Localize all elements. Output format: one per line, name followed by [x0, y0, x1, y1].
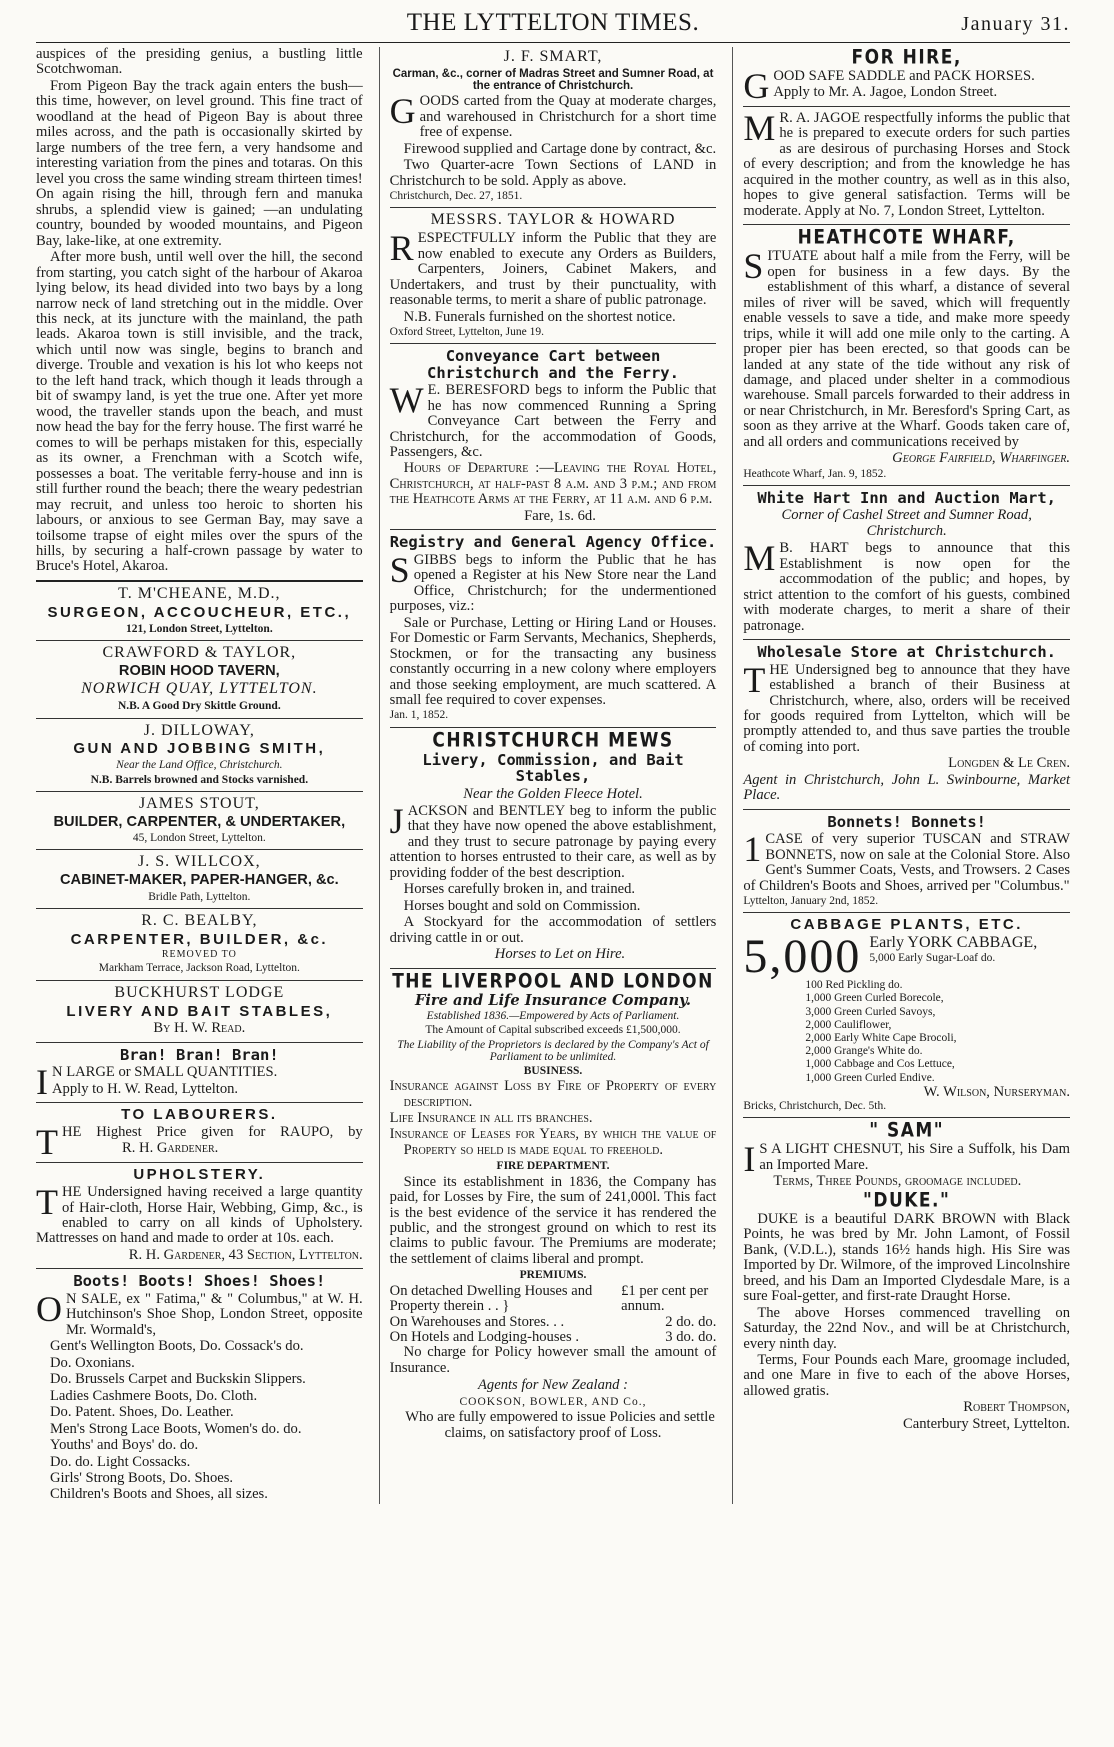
newspaper-title: THE LYTTELTON TIMES. — [406, 9, 700, 36]
column-2 — [379, 47, 717, 1504]
ad-apply: Apply to Mr. A. Jagoe, London Street. — [773, 84, 998, 101]
card-address: Bridle Path, Lyttelton. — [148, 890, 251, 903]
ad-heading: THE LIVERPOOL AND LONDON — [392, 970, 714, 994]
story-paragraph: From Pigeon Bay the track again enters the bush—this time, however, on level ground. This fine tract of woodland at the head of Pigeon Bay is about three miles across, and the path is occasionally skirted by large numbers of the tree fern, a very handsome and interesting variation from the pines and totaras. On this level you cross the same winding stream thirteen times! On again rising the hill, through fern and manuka shrubs, a splendid view is gained; —an undulating country, bounded by wooded mountains, and Pigeon Bay, lake-like, at one extremity. — [36, 77, 363, 249]
ad-heading: Registry and General Agency Office. — [389, 533, 717, 552]
card-name: T. M'CHEANE, M.D., — [118, 584, 281, 602]
premium-label: On Warehouses and Stores. . . — [389, 1313, 565, 1330]
ad-body: S A LIGHT CHESNUT, his Sire a Suffolk, his Dam an Imported Mare. — [759, 1141, 1071, 1173]
ad-white-hart — [743, 490, 1070, 634]
ad-date: Jan. 1, 1852. — [389, 709, 449, 722]
section-heading: PREMIUMS. — [519, 1269, 587, 1282]
ad-body: CASE of very superior TUSCAN and STRAW BONNETS, now on sale at the Colonial Store. Also Gent's Summer Coats, Vests, and Trowsers. 2 Cases of Children's Boots and Shoes, arrived per "Columbus." — [743, 831, 1071, 894]
ad-agents: Agents for New Zealand : — [478, 1377, 628, 1394]
ad-duke — [743, 1189, 1071, 1433]
card-name: CRAWFORD & TAYLOR, — [102, 643, 297, 661]
ad-sub: Fire and Life Insurance Company. — [415, 991, 691, 1009]
ad-para: Two Quarter-acre Town Sections of LAND in Christchurch to be sold. Apply as above. — [389, 157, 717, 189]
ad-heading: FOR HIRE, — [851, 46, 962, 70]
ad-for-hire — [743, 46, 1070, 107]
section-heading: FIRE DEPARTMENT. — [496, 1160, 610, 1173]
business-item: Insurance of Leases for Years, by which the value of Property so held is made equal to freehold. — [389, 1126, 717, 1158]
ad-terms: Terms, Three Pounds, groomage included. — [773, 1173, 1022, 1190]
ad-body: ESPECTFULLY inform the Public that they are now enabled to execute any Orders as Builders, Carpenters, Joiners, Cabinet Makers, and Undertakers, and trust by their punctuality, with reasonable terms, to merit a share of public patronage. — [389, 230, 717, 309]
ad-heading: MESSRS. TAYLOR & HOWARD — [430, 211, 676, 229]
list-item: Do. Oxonians. — [50, 1354, 135, 1371]
card-trade: SURGEON, ACCOUCHEUR, ETC., — [47, 603, 352, 621]
ad-date: Lyttelton, January 2nd, 1852. — [743, 895, 879, 908]
list-item: 1,000 Cabbage and Cos Lettuce, — [805, 1058, 955, 1071]
card-sub: REMOVED TO — [161, 948, 237, 960]
ad-sam — [743, 1119, 1071, 1190]
ad-body: N LARGE or SMALL QUANTITIES. — [52, 1064, 278, 1081]
list-item: 100 Red Pickling do. — [805, 979, 903, 992]
drop-cap: I — [743, 1139, 756, 1180]
ad-body: R. A. JAGOE respectfully informs the public that he is prepared to execute orders for such parties as are desirous of purchasing Horses and Stock of every description; and from the knowledge he has acquired in the mother country, as well as in this also, hopes to give general satisfaction. Terms will be moderate. Apply at No. 7, London Street, Lyttelton. — [743, 109, 1071, 219]
ad-heading: " SAM" — [869, 1119, 945, 1143]
premium-row — [390, 1315, 717, 1330]
ad-body: HE Undersigned having received a large quantity of Hair-cloth, Horse Hair, Webbing, Gimp, &c., is enabled to carry on all kinds of Upholstery. Mattresses on hand and made to order at 10s. each. — [36, 1184, 363, 1247]
ad-heading: "DUKE." — [862, 1189, 951, 1213]
ad-bonnets — [743, 814, 1070, 907]
card-stout — [36, 796, 363, 845]
premium-rate: 2 do. do. — [665, 1313, 717, 1330]
card-address: 45, London Street, Lyttelton. — [132, 832, 266, 845]
story-paragraph: auspices of the presiding genius, a bustling little Scotchwoman. — [36, 46, 363, 78]
card-name: R. C. BEALBY, — [141, 911, 258, 929]
ad-sign: Robert Thompson, — [963, 1399, 1071, 1416]
drop-cap: G — [389, 91, 416, 132]
card-name: BUCKHURST LODGE — [114, 983, 285, 1001]
card-name: J. S. WILLCOX, — [138, 853, 261, 871]
ad-big-number: 5,000 — [743, 935, 862, 980]
business-item: Life Insurance in all its branches. — [389, 1110, 593, 1127]
drop-cap: S — [389, 549, 410, 590]
ad-date: Heathcote Wharf, Jan. 9, 1852. — [743, 467, 887, 480]
ad-capital: The Amount of Capital subscribed exceeds £1,500,000. — [425, 1024, 681, 1037]
list-item: Men's Strong Lace Boots, Women's do. do. — [50, 1420, 302, 1437]
ad-body: ACKSON and BENTLEY beg to inform the public that they have now opened the above establishment, and they trust to secure patronage by paying every attention to horses entrusted to their care, as well as by providing fodder of the best description. — [389, 802, 717, 881]
ad-heading: UPHOLSTERY. — [133, 1166, 266, 1184]
drop-cap: R — [389, 228, 414, 269]
ad-jagoe — [743, 107, 1071, 219]
ad-fare: Fare, 1s. 6d. — [524, 507, 596, 524]
premium-rate: 3 do. do. — [665, 1329, 717, 1346]
ad-body: GIBBS begs to inform the Public that he has opened a Register at his New Store near the Land Office, Christchurch; for the undermentioned purposes, viz.: — [389, 551, 717, 615]
card-sub: NORWICH QUAY, LYTTELTON. — [81, 680, 318, 698]
ad-heading: TO LABOURERS. — [121, 1106, 278, 1124]
fire-para: Since its establishment in 1836, the Company has paid, for Losses by Fire, the sum of 241,000l. This fact is the best evidence of the service it has rendered the public, and the strongest ground on which to rest its claims to public favour. The Premiums are moderate; the settlement of claims liberal and prompt. — [389, 1173, 717, 1267]
card-trade: CABINET-MAKER, PAPER-HANGER, &c. — [60, 872, 339, 889]
ad-cabbage — [743, 917, 1070, 1112]
ad-body: E. BERESFORD begs to inform the Public that he has now commenced Running a Spring Conveyance Cart between the Ferry and Christchurch, for the accommodation of Goods, Passengers, &c. — [389, 382, 717, 460]
ad-taylor-howard — [390, 212, 717, 338]
drop-cap: I — [36, 1062, 48, 1103]
card-address: 121, London Street, Lyttelton. — [125, 622, 273, 635]
ad-agent: Agent in Christchurch, John L. Swinbourne, Market Place. — [743, 771, 1071, 804]
section-heading: BUSINESS. — [523, 1064, 583, 1077]
premium-row — [390, 1284, 717, 1315]
ad-firm: COOKSON, BOWLER, AND Co., — [459, 1395, 647, 1408]
ad-conveyance-cart — [390, 348, 717, 524]
list-item: Do. do. Light Cossacks. — [50, 1453, 191, 1470]
ad-heading: J. F. SMART, — [503, 48, 603, 65]
card-trade: BUILDER, CARPENTER, & UNDERTAKER, — [53, 813, 346, 830]
card-willcox — [36, 854, 363, 903]
list-item: 1,000 Green Curled Borecole, — [805, 992, 944, 1005]
premium-label: On detached Dwelling Houses and Property therein . . } — [389, 1282, 593, 1315]
ad-heading: Conveyance Cart between Christchurch and the Ferry. — [427, 347, 679, 382]
card-trade: CARPENTER, BUILDER, &c. — [70, 930, 329, 948]
drop-cap: M — [743, 107, 776, 148]
ad-body: N SALE, ex " Fatima," & " Columbus," at W. H. Hutchinson's Shoe Shop, London Street, opposite Mr. Wormald's, — [66, 1290, 363, 1338]
premium-rate: £1 per cent per annum. — [621, 1282, 709, 1315]
card-address: N.B. Barrels browned and Stocks varnished. — [90, 773, 309, 786]
card-trade: LIVERY AND BAIT STABLES, — [66, 1002, 333, 1020]
list-item: Do. Patent. Shoes, Do. Leather. — [50, 1404, 234, 1421]
premium-row — [390, 1330, 717, 1345]
ad-registry — [390, 534, 717, 721]
card-dilloway — [36, 723, 363, 786]
ad-sub: Livery, Commission, and Bait Stables, — [422, 750, 684, 786]
ad-heathcote-wharf — [743, 226, 1071, 480]
card-address: Markham Terrace, Jackson Road, Lyttelton. — [98, 962, 300, 975]
ad-para: Horses to Let on Hire. — [494, 946, 626, 963]
column-3 — [732, 47, 1070, 1504]
story-paragraph: After more bush, until well over the hill, the second from starting, you catch sight of the harbour of Akaroa lying below, its head divided into two bays by a long narrow neck of land stretching out in the middle. Over this neck, at its juncture with the mainland, the path leads. Akaroa town is still invisible, and the track, which until now was single, begins to branch and diverge. Trouble and vexation is his lot who keeps not to the left hand track, which though it leads through a bit of swampy land, is yet the true one. After yet more wood, the traveller stands upon the beach, and must now head the bay for the ferry house. The first warré he comes to will be perhaps mistaken for this, especially as its owner, a Frenchman with a Scotch wife, possesses a boat. The veritable ferry-house and inn is still further round the beach; there the weary pedestrian may recruit, and unless too heroic to shorten his labours, or anxious to see German Bay, may save a toilsome trapse of eight miles over the spurs of the hills, by securing a half-crown passage by water to Bruce's Hotel, Akaroa. — [36, 249, 363, 575]
ad-sub: Corner of Cashel Street and Sumner Road, Christchurch. — [781, 507, 1032, 539]
ad-para: Terms, Four Pounds each Mare, groomage included, and one Mare in five to each of the above Horses, allowed gratis. — [743, 1352, 1071, 1399]
ad-para: Hours of Departure :—Leaving the Royal Hotel, Christchurch, at half-past 8 a.m. and 3 p.m.; and from the Heathcote Arms at the Ferry, at 11 a.m. and 6 p.m. — [389, 460, 717, 508]
card-crawford — [36, 645, 363, 713]
ad-christchurch-mews — [389, 729, 717, 963]
ad-heading: HEATHCOTE WHARF, — [797, 226, 1016, 250]
ad-sign: George Fairfield, Wharfinger. — [892, 450, 1071, 467]
issue-date: January 31. — [961, 13, 1070, 35]
ad-sign: W. Wilson, Nurseryman. — [923, 1083, 1071, 1100]
ad-para: N.B. Funerals furnished on the shortest notice. — [403, 308, 676, 325]
ad-established: Established 1836.—Empowered by Acts of Parliament. — [426, 1010, 680, 1023]
list-item: Girls' Strong Boots, Do. Shoes. — [50, 1469, 234, 1486]
list-item: 3,000 Green Curled Savoys, — [805, 1005, 936, 1018]
ad-para: Horses bought and sold on Commission. — [403, 897, 641, 914]
ad-bran — [36, 1045, 363, 1103]
ad-boots — [36, 1273, 363, 1503]
ad-sub: Carman, &c., corner of Madras Street and Sumner Road, at the entrance of Christchurch. — [392, 67, 714, 93]
drop-cap: G — [743, 66, 770, 107]
card-buckhurst — [36, 985, 363, 1037]
business-item: Insurance against Loss by Fire of Property of every description. — [389, 1078, 717, 1110]
ad-para: Sale or Purchase, Letting or Hiring Land or Houses. For Domestic or Farm Servants, Mechanics, Shepherds, Stockmen, or for the transacting any business constantly occurring in a new colony where employers and those seeking employment, are much scattered. A small fee required to cover expenses. — [389, 614, 717, 708]
list-item: Children's Boots and Shoes, all sizes. — [50, 1486, 268, 1503]
column-1 — [36, 47, 363, 1504]
card-sub: Near the Land Office, Christchurch. — [116, 759, 283, 772]
drop-cap: T — [36, 1182, 58, 1223]
list-item: 1,000 Green Curled Endive. — [805, 1071, 935, 1084]
ad-heading: Wholesale Store at Christchurch. — [757, 643, 1056, 662]
ad-para: Horses carefully broken in, and trained. — [403, 881, 636, 898]
ad-closing: Who are fully empowered to issue Policies and settle claims, on satisfactory proof of Loss. — [405, 1409, 715, 1441]
ad-body: ITUATE about half a mile from the Ferry, will be open for business in a few days. By the establishment of this wharf, a distance of several miles of river will be saved, which will frequently enable vessels to save a tide, and make more speedy trips, while it will add one mile only to the carting. A proper pier has been erected, so that goods can be landed at any state of the tide without any risk of damage, and placed under shelter in a commodious warehouse. Small parcels forwarded to their address in or near Christchurch, in Mr. Beresford's Spring Cart, as soon as they arrive at the Wharf. Goods taken care of, and all orders and communications received by — [743, 248, 1071, 450]
boots-list — [36, 1339, 363, 1503]
list-item: 2,000 Early White Cape Brocoli, — [805, 1031, 957, 1044]
drop-cap: W — [389, 380, 424, 421]
ad-labourers — [36, 1106, 363, 1163]
ad-sign: Longden & Le Cren. — [948, 755, 1071, 772]
list-item: Early YORK CABBAGE, — [869, 935, 1038, 952]
drop-cap: J — [389, 800, 404, 841]
ad-upholstery — [36, 1167, 363, 1263]
ad-heading: CABBAGE PLANTS, ETC. — [790, 916, 1023, 934]
list-item: 2,000 Cauliflower, — [805, 1018, 892, 1031]
list-item: Ladies Cashmere Boots, Do. Cloth. — [50, 1387, 258, 1404]
ad-liability: The Liability of the Proprietors is declared by the Company's Act of Parliament to be unlimited. — [397, 1038, 709, 1063]
premium-label: On Hotels and Lodging-houses . — [389, 1329, 579, 1346]
ad-para: No charge for Policy however small the amount of Insurance. — [389, 1344, 717, 1376]
card-bealby — [36, 913, 363, 975]
list-item: Gent's Wellington Boots, Do. Cossack's do. — [50, 1338, 304, 1355]
ad-sign: Canterbury Street, Lyttelton. — [903, 1415, 1071, 1432]
columns — [36, 47, 1070, 1504]
ad-date: Christchurch, Dec. 27, 1851. — [389, 190, 523, 203]
ad-date: Oxford Street, Lyttelton, June 19. — [389, 326, 544, 339]
ad-smart — [390, 49, 717, 202]
ad-body: HE Undersigned beg to announce that they have established a branch of their Business at Christchurch, where, also, orders will be received for goods required from Lyttelton, which will be promptly attended to, and thus save parties the trouble of coming into port. — [743, 661, 1071, 755]
drop-cap: S — [743, 246, 764, 287]
ad-para: The above Horses commenced travelling on Saturday, the 22nd Nov., and will be at Christchurch, every ninth day. — [743, 1304, 1071, 1352]
list-item: Youths' and Boys' do. do. — [50, 1437, 199, 1454]
ad-para: Firewood supplied and Cartage done by contract, &c. — [403, 140, 717, 157]
ad-heading: Bran! Bran! Bran! — [120, 1045, 279, 1064]
list-item: 2,000 Grange's White do. — [805, 1045, 923, 1058]
list-item: Do. Brussels Carpet and Buckskin Slippers. — [50, 1371, 306, 1388]
drop-cap: 1 — [743, 829, 762, 870]
ad-heading: White Hart Inn and Auction Mart, — [757, 489, 1056, 507]
card-trade: GUN AND JOBBING SMITH, — [73, 740, 326, 758]
card-mcheane — [36, 586, 363, 635]
drop-cap: O — [36, 1288, 62, 1329]
ad-body: OODS carted from the Quay at moderate charges, and warehoused in Christchurch for a short time free of expense. — [419, 93, 717, 141]
ad-sign: R. H. Gardener, 43 Section, Lyttelton. — [128, 1246, 363, 1263]
card-trade: ROBIN HOOD TAVERN, — [118, 662, 280, 679]
ad-body: HE Highest Price given for RAUPO, by — [62, 1124, 363, 1141]
drop-cap: T — [36, 1122, 58, 1163]
ad-para: A Stockyard for the accommodation of settlers driving cattle in or out. — [389, 914, 717, 946]
ad-heading: Boots! Boots! Shoes! Shoes! — [73, 1272, 326, 1291]
ad-date: Bricks, Christchurch, Dec. 5th. — [743, 1100, 887, 1113]
ad-liverpool-london — [389, 970, 717, 1441]
card-address: N.B. A Good Dry Skittle Ground. — [117, 700, 281, 713]
drop-cap: M — [743, 538, 776, 579]
ad-body: OOD SAFE SADDLE and PACK HORSES. — [773, 68, 1035, 85]
card-address: By H. W. Read. — [153, 1020, 246, 1037]
drop-cap: T — [743, 659, 766, 700]
ad-heading: Bonnets! Bonnets! — [827, 812, 986, 831]
ad-sign: R. H. Gardener. — [122, 1139, 219, 1156]
list-item: 5,000 Early Sugar-Loaf do. — [869, 952, 996, 965]
ad-wholesale — [743, 644, 1070, 804]
card-name: JAMES STOUT, — [138, 794, 260, 812]
masthead — [36, 0, 1070, 43]
ad-sub2: Near the Golden Fleece Hotel. — [463, 785, 643, 802]
card-name: J. DILLOWAY, — [143, 721, 255, 739]
ad-body: B. HART begs to announce that this Establishment is now open for the accommodation of the public; and hopes, by strict attention to the comfort of his guests, combined with moderate charges, to merit a share of their patronage. — [743, 540, 1071, 634]
ad-line: Apply to H. W. Read, Lyttelton. — [52, 1080, 239, 1097]
ad-heading: CHRISTCHURCH MEWS — [432, 729, 674, 753]
ad-body: DUKE is a beautiful DARK BROWN with Black Points, he was bred by Mr. John Lamont, of Fossil Bank, (V.D.L.), stands 16½ hands high. His Sire was Imported by Dr. Wilmore, of the improved Lincolnshire breed, and his Dam an Imported Clydesdale Mare, is a sure Foal-getter, and first-rate Draught Horse. — [743, 1210, 1071, 1305]
